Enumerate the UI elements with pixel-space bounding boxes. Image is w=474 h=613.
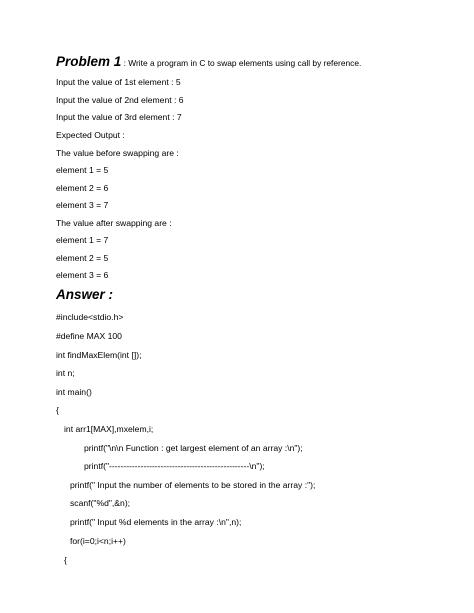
code-line: #define MAX 100 [56,331,122,341]
code-line: { [64,555,67,565]
code-line: int findMaxElem(int []); [56,350,142,360]
problem-line: Input the value of 3rd element : 7 [56,112,182,122]
problem-line: Input the value of 1st element : 5 [56,77,181,87]
problem-line: The value before swapping are : [56,148,179,158]
answer-heading: Answer : [56,287,114,302]
problem-line: element 1 = 5 [56,165,109,175]
problem-statement: : Write a program in C to swap elements using call by reference. [121,58,362,68]
problem-line: Input the value of 2nd element : 6 [56,95,184,105]
code-line: { [56,405,59,415]
problem-line: Expected Output : [56,130,125,140]
problem-heading [56,54,361,69]
code-line: printf("-------------------------------------------------\n"); [84,461,265,471]
problem-line: element 2 = 5 [56,253,109,263]
problem-title: Problem 1 [56,54,122,69]
code-line: printf(" Input %d elements in the array :\n",n); [70,517,242,527]
problem-line: The value after swapping are : [56,218,172,228]
code-line: int arr1[MAX],mxelem,i; [64,424,154,434]
code-line: printf(" Input the number of elements to be stored in the array :"); [70,480,316,490]
code-line: printf("\n\n Function : get largest element of an array :\n"); [84,443,303,453]
problem-line: element 2 = 6 [56,183,109,193]
code-line: scanf("%d",&n); [70,498,131,508]
problem-line: element 3 = 7 [56,200,109,210]
problem-line: element 1 = 7 [56,235,109,245]
code-line: int main() [56,387,92,397]
code-line: int n; [56,368,75,378]
problem-line: element 3 = 6 [56,270,109,280]
code-line: for(i=0;i<n;i++) [70,536,126,546]
code-line: #include<stdio.h> [56,312,124,322]
